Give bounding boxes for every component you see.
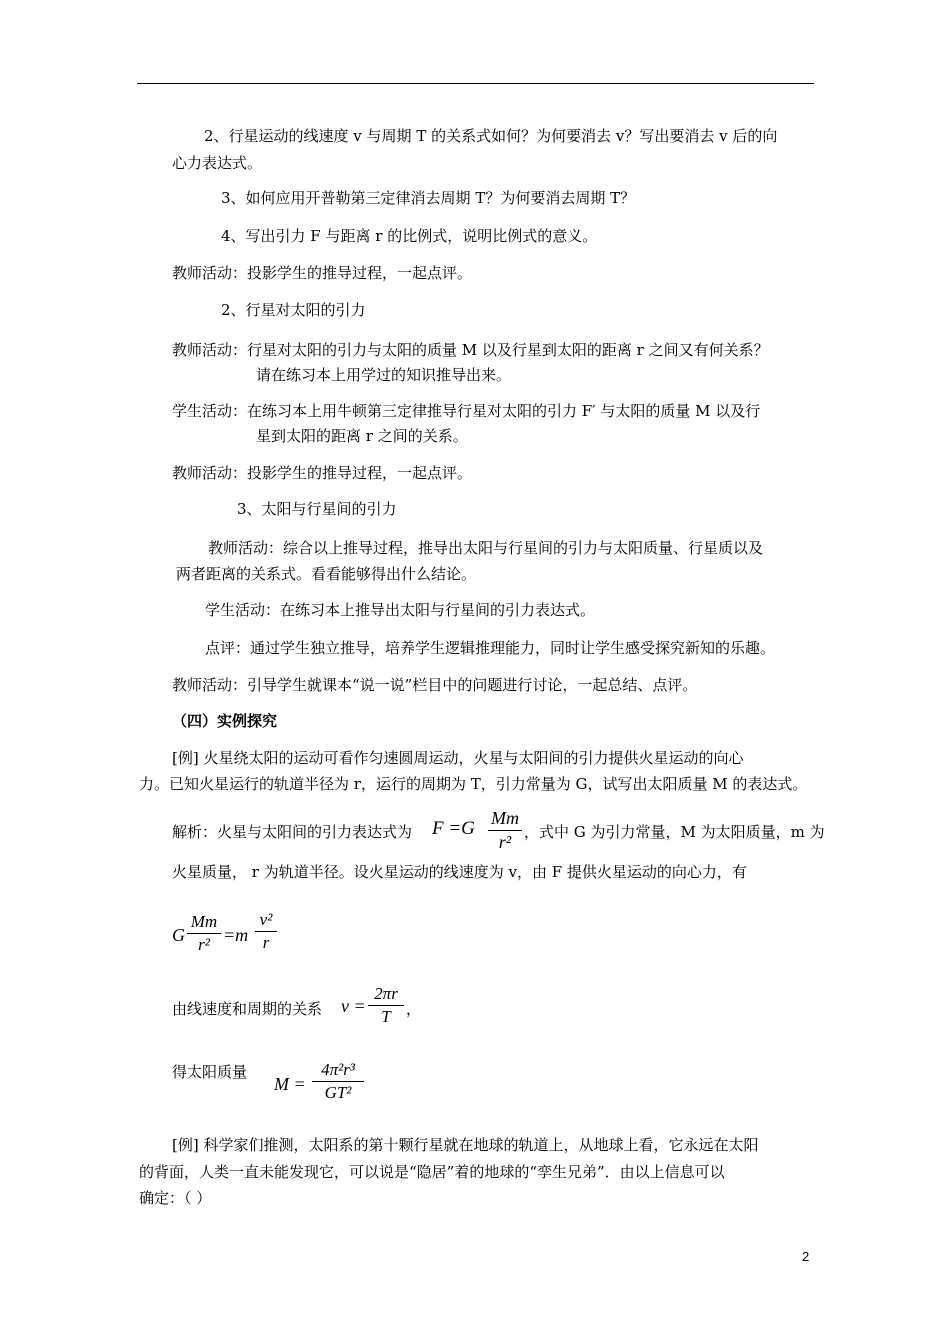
teacher-activity-4-line-1: 教师活动：综合以上推导过程，推导出太阳与行星间的引力与太阳质量、行星质以及	[208, 539, 764, 557]
student-activity-1-line-2: 星到太阳的距离 r 之间的关系。	[256, 427, 468, 445]
example-2-line-2: 的背面，人类一直未能发现它，可以说是“隐居”着的地球的“孪生兄弟”．由以上信息可以	[139, 1163, 725, 1181]
teacher-activity-1: 教师活动：投影学生的推导过程，一起点评。	[172, 264, 473, 282]
review-comment: 点评：通过学生独立推导，培养学生逻辑推理能力，同时让学生感受探究新知的乐趣。	[205, 639, 776, 657]
student-activity-1-line-1: 学生活动：在练习本上用牛顿第三定律推导行星对太阳的引力 F′ 与太阳的质量 M 以及行	[172, 402, 761, 420]
fraction-bar	[368, 1005, 404, 1006]
formula-gravity-fraction	[488, 808, 522, 853]
velocity-relation-comma: ，	[406, 1000, 422, 1018]
student-activity-2: 学生活动：在练习本上推导出太阳与行星间的引力表达式。	[205, 601, 596, 619]
formula-centripetal-numerator-1: Mm	[190, 912, 218, 931]
formula-mass-fraction	[312, 1060, 364, 1103]
formula-centripetal-fraction-1	[187, 912, 221, 955]
question-4: 4、写出引力 F 与距离 r 的比例式，说明比例式的意义。	[221, 227, 598, 245]
formula-gravity-denominator: r²	[498, 832, 512, 852]
formula-centripetal-denominator-1: r²	[198, 935, 210, 954]
formula-velocity-fraction	[368, 984, 404, 1027]
analysis-line-2: 火星质量， r 为轨道半径。设火星运动的线速度为 v，由 F 提供火星运动的向心力，有	[172, 863, 747, 881]
formula-mass-numerator: 4π²r³	[321, 1060, 355, 1079]
formula-centripetal-g: G	[172, 925, 185, 945]
section-heading-2: 2、行星对太阳的引力	[221, 301, 366, 319]
header-rule	[137, 83, 814, 84]
section-heading-3: 3、太阳与行星间的引力	[237, 500, 397, 518]
example-2-line-1: [例] 科学家们推测，太阳系的第十颗行星就在地球的轨道上，从地球上看，它永远在太阳	[172, 1136, 759, 1154]
teacher-activity-3: 教师活动：投影学生的推导过程，一起点评。	[172, 464, 473, 482]
velocity-relation-label: 由线速度和周期的关系	[172, 1000, 323, 1018]
example-1-line-2: 力。已知火星运行的轨道半径为 r，运行的周期为 T，引力常量为 G，试写出太阳质量 M 的表达式。	[139, 775, 808, 793]
fraction-bar	[187, 933, 221, 934]
analysis-line-1-suffix: ，式中 G 为引力常量，M 为太阳质量，m 为	[524, 823, 825, 841]
formula-centripetal-fraction-2	[255, 910, 277, 953]
example-2-line-3: 确定：（ ）	[139, 1189, 212, 1207]
analysis-line-1-prefix: 解析：火星与太阳间的引力表达式为	[172, 823, 413, 841]
formula-velocity-denominator: T	[381, 1007, 391, 1026]
teacher-activity-4-line-2: 两者距离的关系式。看看能够得出什么结论。	[176, 565, 477, 583]
teacher-activity-2-line-1: 教师活动：行星对太阳的引力与太阳的质量 M 以及行星到太阳的距离 r 之间又有何关系？	[172, 341, 769, 359]
section-heading-4: （四）实例探究	[172, 712, 278, 730]
example-1-line-1: [例] 火星绕太阳的运动可看作匀速圆周运动，火星与太阳间的引力提供火星运动的向心	[172, 749, 744, 767]
formula-gravity-lhs: F =G	[432, 818, 475, 839]
formula-mass-denominator: GT²	[324, 1083, 352, 1102]
fraction-bar	[312, 1081, 364, 1082]
formula-centripetal-denominator-2: r	[262, 933, 270, 952]
formula-velocity-lhs: v =	[341, 996, 366, 1016]
page-number: 2	[802, 1249, 810, 1264]
formula-velocity-numerator: 2πr	[374, 984, 398, 1003]
formula-gravity-numerator: Mm	[491, 808, 519, 828]
teacher-activity-5: 教师活动：引导学生就课本“说一说”栏目中的问题进行讨论，一起总结、点评。	[172, 676, 698, 694]
formula-mass-lhs: M =	[274, 1074, 306, 1094]
fraction-bar	[488, 830, 522, 831]
formula-centripetal-eq: =m	[223, 925, 249, 945]
fraction-bar	[255, 931, 277, 932]
teacher-activity-2-line-2: 请在练习本上用学过的知识推导出来。	[256, 366, 512, 384]
formula-centripetal-numerator-2: v²	[259, 910, 273, 929]
question-3: 3、如何应用开普勒第三定律消去周期 T？为何要消去周期 T？	[221, 189, 636, 207]
sun-mass-label: 得太阳质量	[172, 1063, 248, 1081]
question-2-line-2: 心力表达式。	[172, 154, 263, 172]
question-2-line-1: 2、行星运动的线速度 v 与周期 T 的关系式如何？为何要消去 v？写出要消去 v 后的向	[204, 127, 778, 145]
